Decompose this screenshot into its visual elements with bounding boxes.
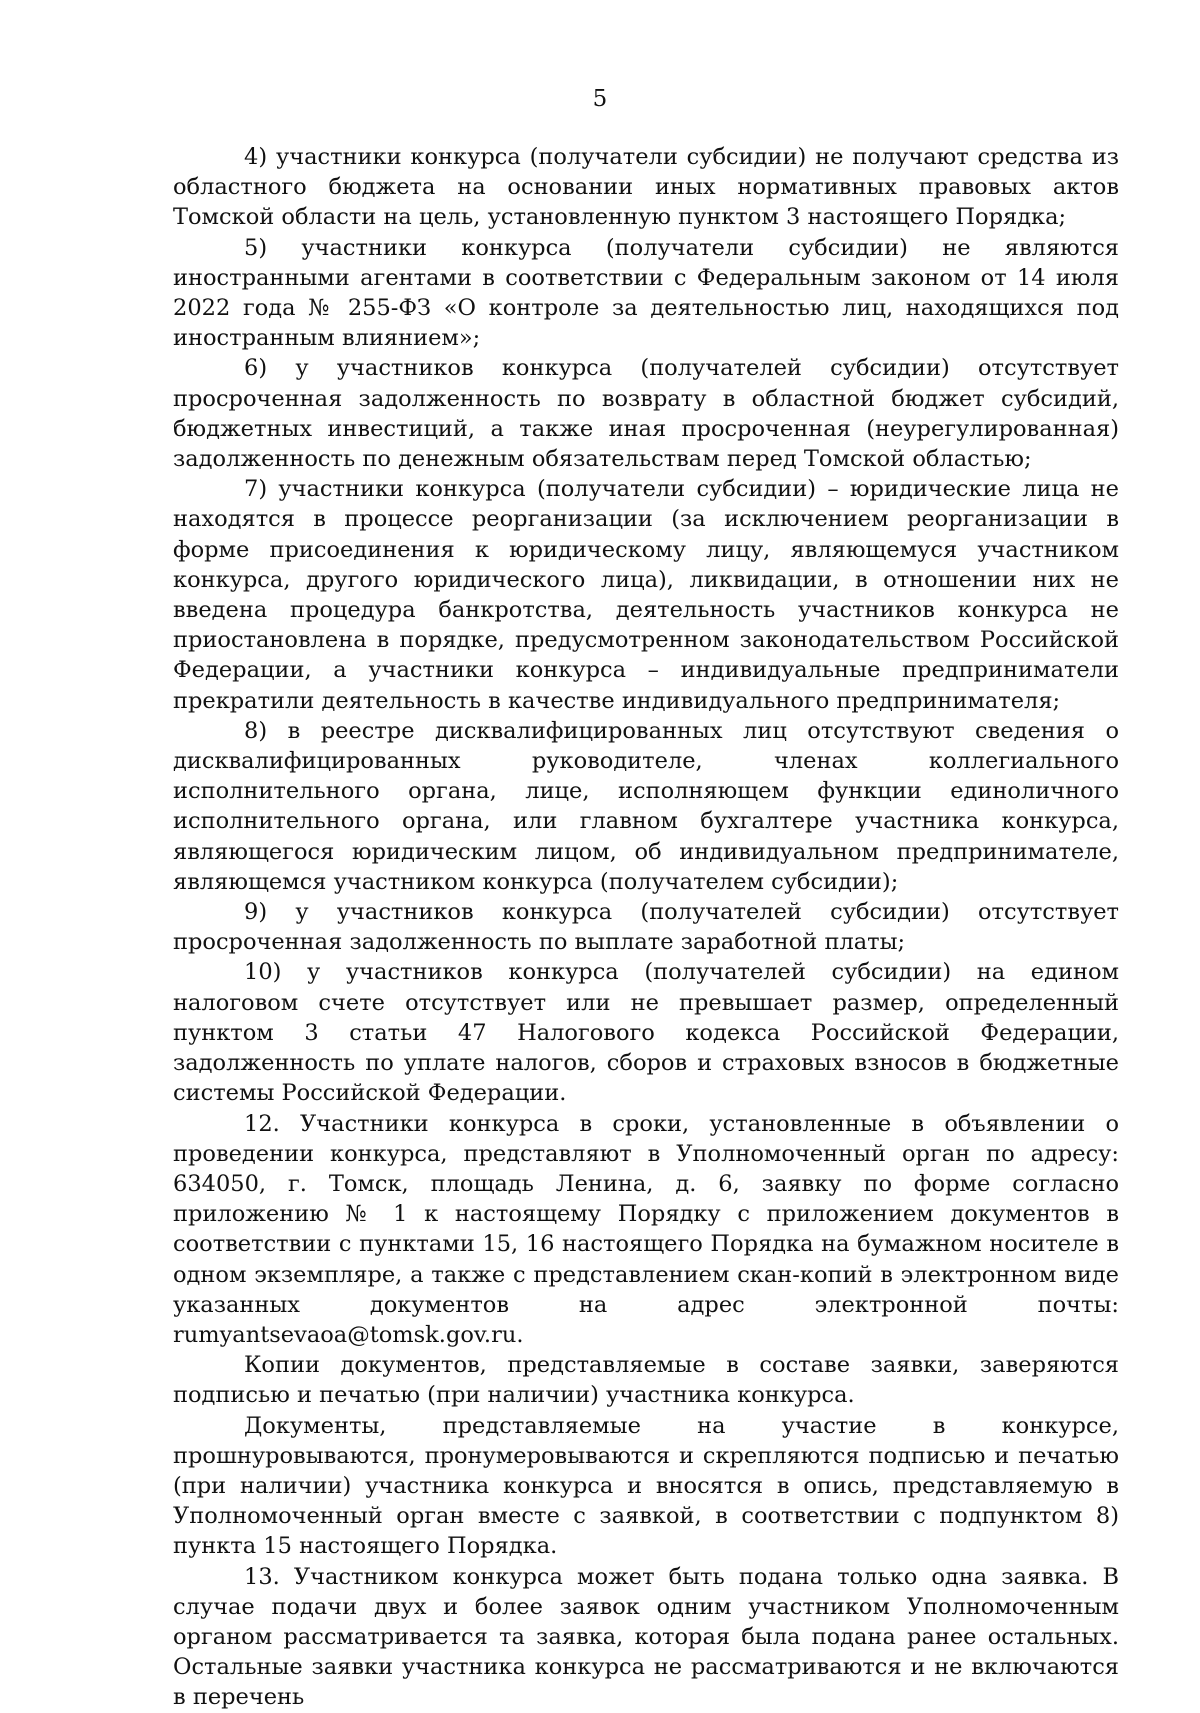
page-number: 5 — [592, 86, 608, 112]
paragraph-item-7: 7) участники конкурса (получатели субсидии) – юридические лица не находятся в процессе реорганизации (за исключением реорганизации в форме присоединения к юридическому лицу, являющемуся участником конкурса, другого юридического лица), ликвидации, в отношении них не введена процедура банкротства, деятельность участников конкурса не приостановлена в порядке, предусмотренном законодательством Российской Федерации, а участники конкурса – индивидуальные предприниматели прекратили деятельность в качестве индивидуального предпринимателя; — [173, 476, 1119, 714]
paragraph-item-6: 6) у участников конкурса (получателей субсидии) отсутствует просроченная задолженность по возврату в областной бюджет субсидий, бюджетных инвестиций, а также иная просроченная (неурегулированная) задолженность по денежным обязательствам перед Томской областью; — [173, 355, 1119, 473]
paragraph-documents: Документы, представляемые на участие в конкурсе, прошнуровываются, пронумеровываются и скрепляются подписью и печатью (при наличии) участника конкурса и вносятся в опись, представляемую в Уполномоченный орган вместе с заявкой, в соответствии с подпунктом 8) пункта 15 настоящего Порядка. — [173, 1412, 1119, 1560]
paragraph-item-8: 8) в реестре дисквалифицированных лиц отсутствуют сведения о дисквалифицированных руководителе, членах коллегиального исполнительного органа, лице, исполняющем функции единоличного исполнительного органа, или главном бухгалтере участника конкурса, являющегося юридическим лицом, об индивидуальном предпринимателе, являющемся участником конкурса (получателем субсидии); — [173, 717, 1119, 895]
paragraph-clause-12: 12. Участники конкурса в сроки, установленные в объявлении о проведении конкурса, представляют в Уполномоченный орган по адресу: 634050, г. Томск, площадь Ленина, д. 6, заявку по форме согласно приложению № 1 к настоящему Порядку с приложением документов в соответствии с пунктами 15, 16 настоящего Порядка на бумажном носителе в одном экземпляре, а также с представлением скан-копий в электронном виде указанных документов на адрес электронной почты: rumyantsevaoa@tomsk.gov.ru. — [173, 1110, 1119, 1348]
document-body — [173, 142, 1119, 1713]
paragraph-item-10: 10) у участников конкурса (получателей субсидии) на едином налоговом счете отсутствует или не превышает размер, определенный пунктом 3 статьи 47 Налогового кодекса Российской Федерации, задолженность по уплате налогов, сборов и страховых взносов в бюджетные системы Российской Федерации. — [173, 959, 1119, 1107]
paragraph-copies: Копии документов, представляемые в составе заявки, заверяются подписью и печатью (при наличии) участника конкурса. — [173, 1352, 1119, 1409]
paragraph-item-4: 4) участники конкурса (получатели субсидии) не получают средства из областного бюджета на основании иных нормативных правовых актов Томской области на цель, установленную пунктом 3 настоящего Порядка; — [173, 144, 1119, 231]
paragraph-item-5: 5) участники конкурса (получатели субсидии) не являются иностранными агентами в соответствии с Федеральным законом от 14 июля 2022 года № 255-ФЗ «О контроле за деятельностью лиц, находящихся под иностранным влиянием»; — [173, 234, 1119, 352]
paragraph-clause-13: 13. Участником конкурса может быть подана только одна заявка. В случае подачи двух и более заявок одним участником Уполномоченным органом рассматривается та заявка, которая была подана ранее остальных. Остальные заявки участника конкурса не рассматриваются и не включаются в перечень — [173, 1563, 1119, 1711]
paragraph-item-9: 9) у участников конкурса (получателей субсидии) отсутствует просроченная задолженность по выплате заработной платы; — [173, 899, 1119, 956]
